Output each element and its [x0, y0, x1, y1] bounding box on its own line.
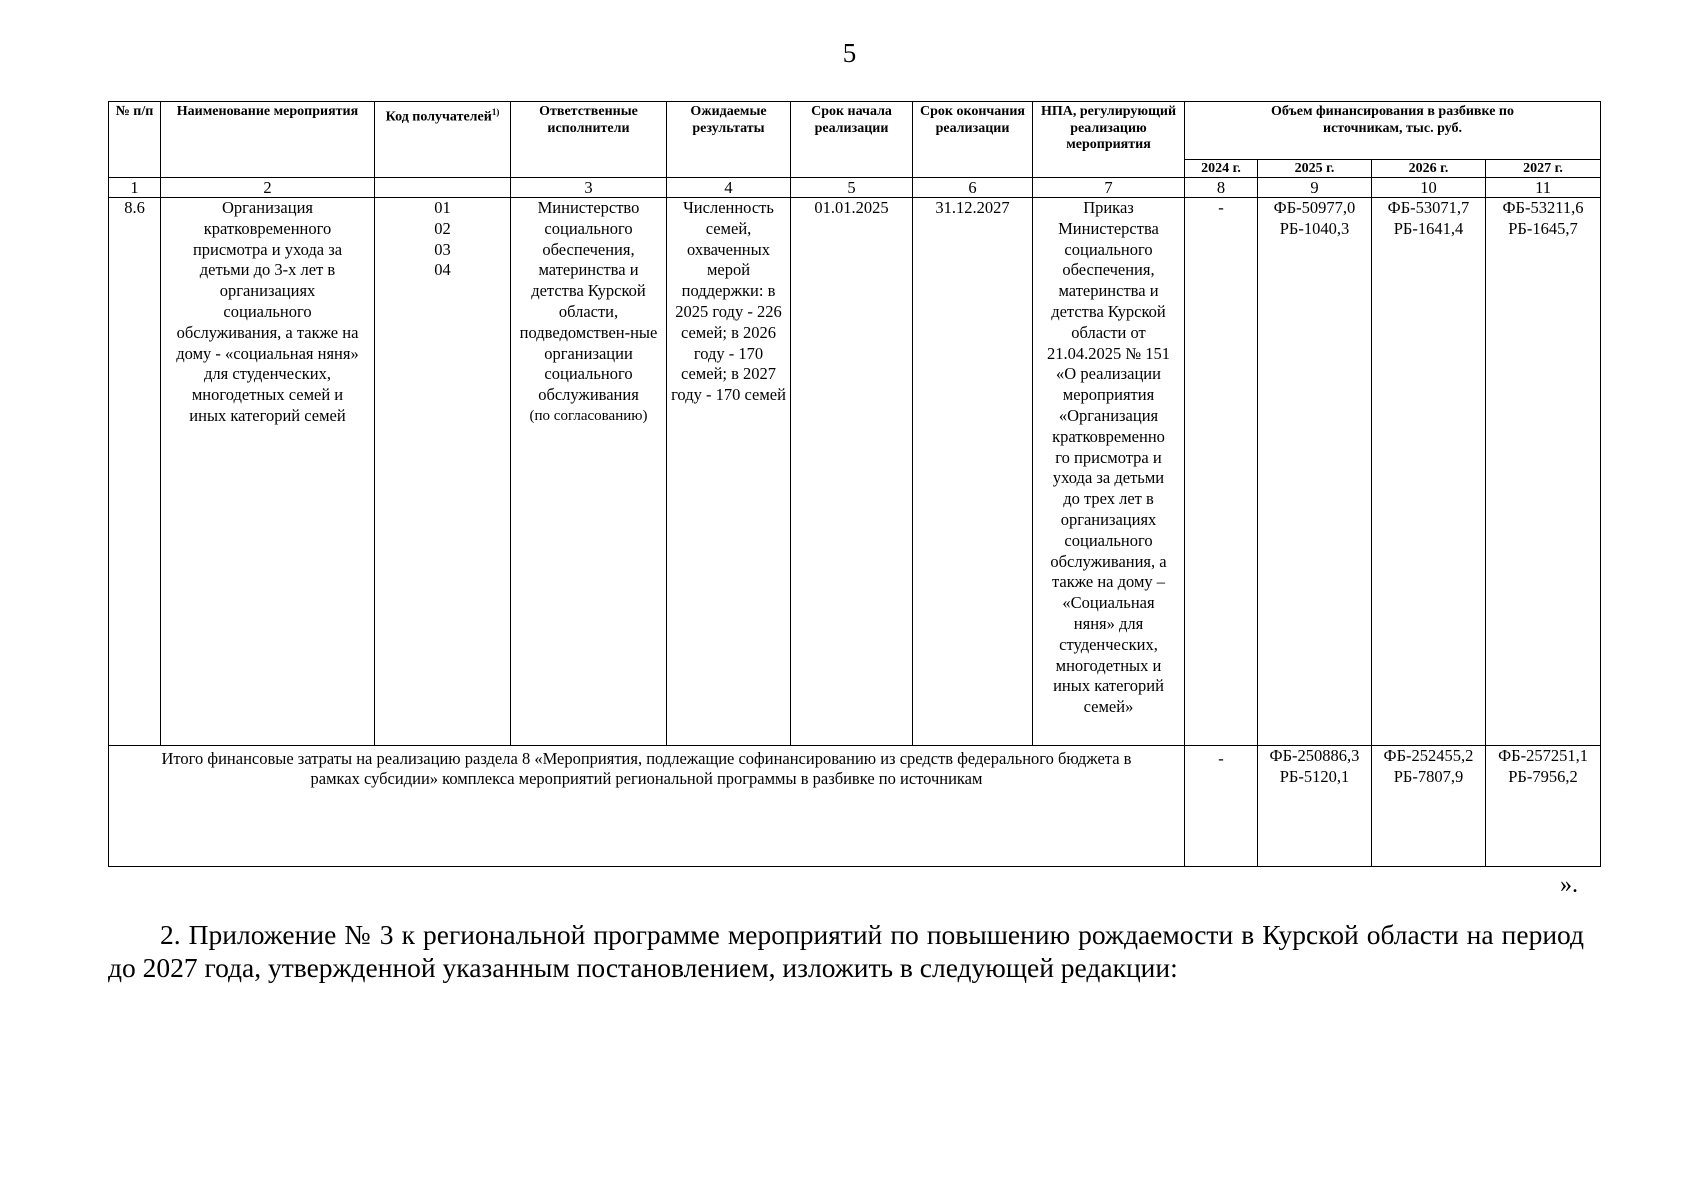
funding-rb: РБ-7807,9 — [1393, 766, 1464, 786]
column-number: 7 — [1033, 178, 1185, 198]
row-codes — [375, 198, 511, 746]
row-number: 8.6 — [109, 198, 161, 746]
funding-rb: РБ-1040,3 — [1279, 218, 1350, 238]
column-number-row — [109, 178, 1601, 198]
row-code: 04 — [434, 260, 451, 280]
row-npa: Приказ Министерства социального обеспечения, материнства и детства Курской области от 21.04.2025 № 151 «О реализации мероприятия «Организация кратковременно го присмотра и ухода за детьми до трех лет в организациях социального обслуживания, а также на дому – «Социальная няня» для студенческих, многодетных и иных категорий семей» — [1033, 198, 1185, 746]
row-name: Организация кратковременного присмотра и ухода за детьми до 3-х лет в организациях социального обслуживания, а также на дому - «социальная няня» для студенческих, многодетных семей и иных категорий семей — [161, 198, 375, 746]
funding-fb: ФБ-50977,0 — [1273, 198, 1356, 217]
row-code: 03 — [434, 239, 451, 259]
funding-fb: ФБ-53211,6 — [1502, 198, 1584, 217]
column-number: 5 — [791, 178, 913, 198]
column-number: 9 — [1258, 178, 1372, 198]
funding-fb: ФБ-250886,3 — [1269, 746, 1360, 765]
header-code-footnote: 1) — [491, 107, 500, 117]
row-end-date: 31.12.2027 — [913, 198, 1033, 746]
column-number: 11 — [1486, 178, 1601, 198]
row-funding-2024: - — [1185, 198, 1258, 746]
column-number: 3 — [511, 178, 667, 198]
header-year-2025: 2025 г. — [1258, 160, 1372, 178]
column-number: 4 — [667, 178, 791, 198]
header-start: Срок начала реализации — [791, 102, 913, 178]
header-year-2027: 2027 г. — [1486, 160, 1601, 178]
header-end: Срок окончания реализации — [913, 102, 1033, 178]
column-number: 8 — [1185, 178, 1258, 198]
header-code — [375, 102, 511, 178]
header-number: № п/п — [109, 102, 161, 178]
body-paragraph: 2. Приложение № 3 к региональной программе мероприятий по повышению рождаемости в Курской области на период до 2027 года, утвержденной указанным постановлением, изложить в следующей редакции: — [108, 919, 1584, 983]
header-funding: Объем финансирования в разбивке по источникам, тыс. руб. — [1185, 102, 1601, 160]
header-code-label: Код получателей — [385, 109, 492, 125]
row-executors-text: Министерство социального обеспечения, материнства и детства Курской области, подведомствен-ные организации социального обслуживания — [519, 198, 658, 405]
column-number: 10 — [1372, 178, 1486, 198]
funding-table — [108, 101, 1601, 867]
row-executors — [511, 198, 667, 746]
column-number: 1 — [109, 178, 161, 198]
funding-rb: РБ-1645,7 — [1508, 218, 1578, 238]
total-funding-2025 — [1258, 746, 1372, 867]
row-results: Численность семей, охваченных мерой поддержки: в 2025 году - 226 семей; в 2026 году - 170 семей; в 2027 году - 170 семей — [667, 198, 791, 746]
total-funding-2024: - — [1185, 746, 1258, 867]
header-year-2024: 2024 г. — [1185, 160, 1258, 178]
column-number — [375, 178, 511, 198]
row-funding-2026 — [1372, 198, 1486, 746]
page-number: 5 — [842, 38, 857, 68]
total-funding-2026 — [1372, 746, 1486, 867]
row-code: 02 — [434, 218, 451, 238]
closing-quote-mark: ». — [1560, 872, 1578, 898]
row-funding-2025 — [1258, 198, 1372, 746]
total-funding-2027 — [1486, 746, 1601, 867]
header-executors: Ответственные исполнители — [511, 102, 667, 178]
funding-rb: РБ-5120,1 — [1279, 766, 1350, 786]
header-results: Ожидаемые результаты — [667, 102, 791, 178]
column-number: 6 — [913, 178, 1033, 198]
row-funding-2027 — [1486, 198, 1601, 746]
header-year-2026: 2026 г. — [1372, 160, 1486, 178]
row-start-date: 01.01.2025 — [791, 198, 913, 746]
funding-rb: РБ-1641,4 — [1393, 218, 1464, 238]
row-code: 01 — [434, 198, 451, 217]
header-name: Наименование мероприятия — [161, 102, 375, 178]
funding-rb: РБ-7956,2 — [1508, 766, 1578, 786]
column-number: 2 — [161, 178, 375, 198]
table-row — [109, 198, 1601, 746]
total-row — [109, 746, 1601, 867]
row-executors-note: (по согласованию) — [529, 407, 648, 424]
total-label: Итого финансовые затраты на реализацию раздела 8 «Мероприятия, подлежащие софинансированию из средств федерального бюджета в рамках субсидии» комплекса мероприятий региональной программы в разбивке по источникам — [109, 746, 1185, 867]
funding-fb: ФБ-252455,2 — [1383, 746, 1474, 765]
funding-fb: ФБ-257251,1 — [1498, 746, 1588, 765]
funding-fb: ФБ-53071,7 — [1387, 198, 1470, 217]
header-npa: НПА, регулирующий реализацию мероприятия — [1033, 102, 1185, 178]
